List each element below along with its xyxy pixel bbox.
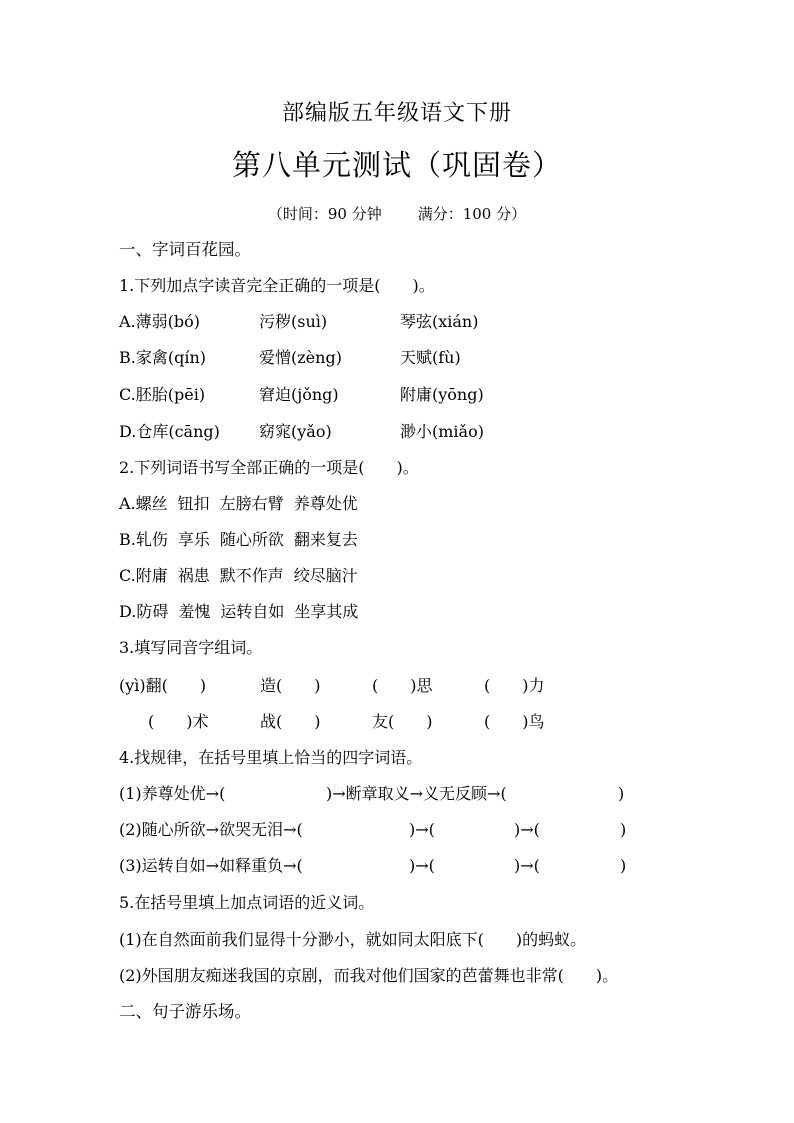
q2-b-word-4: 翻来复去: [293, 530, 358, 549]
q4-item-2-part-4: ): [620, 820, 627, 839]
q2-option-c: [119, 566, 358, 586]
exam-meta: [0, 203, 794, 224]
q4-item-3-part-1: (3)运转自如→如释重负→(: [119, 856, 303, 875]
q1-option-a-3: 琴弦(xián): [400, 312, 479, 331]
q3-row1-item-1: (yì)翻( ): [119, 676, 207, 695]
q4-item-2-part-2: )→(: [409, 820, 435, 839]
q1-option-c-2: 窘迫(jǒng): [259, 385, 339, 404]
q2-d-word-3: 运转自如: [220, 602, 285, 621]
q2-d-word-4: 坐享其成: [294, 602, 359, 621]
q1-stem: 1.下列加点字读音完全正确的一项是( )。: [119, 276, 435, 295]
q3-row1-item-4: ( )力: [484, 676, 545, 695]
q4-item-1-part-2: )→断章取义→义无反顾→(: [326, 784, 507, 803]
section-1-heading: 一、字词百花园。: [119, 240, 251, 259]
q4-item-3-part-2: )→(: [409, 856, 435, 875]
q3-stem: 3.填写同音字组词。: [119, 638, 263, 657]
exam-title: 第八单元测试（巩固卷）: [231, 148, 562, 182]
q2-a-word-4: 养尊处优: [293, 494, 358, 513]
q3-row2-item-2: 战( ): [260, 712, 321, 731]
q1-option-b-1: B.家禽(qín): [119, 348, 206, 367]
q5-stem: 5.在括号里填上加点词语的近义词。: [119, 893, 375, 912]
q1-option-d-3: 渺小(miǎo): [400, 422, 484, 441]
q2-stem: 2.下列词语书写全部正确的一项是( )。: [119, 458, 419, 477]
q2-c-word-4: 绞尽脑汁: [293, 566, 358, 585]
q4-item-2-part-3: )→(: [514, 820, 540, 839]
q2-a-word-1: A.螺丝: [119, 494, 168, 513]
q1-option-d-2: 窈窕(yǎo): [259, 422, 332, 441]
q2-option-b: [119, 530, 358, 550]
q1-option-c-1: C.胚胎(pēi): [119, 385, 206, 404]
exam-subtitle: 部编版五年级语文下册: [281, 101, 512, 126]
q4-item-1-part-1: (1)养尊处优→(: [119, 784, 226, 803]
q2-option-a: [119, 494, 358, 514]
section-2-heading: 二、句子游乐场。: [119, 1002, 251, 1021]
q2-d-word-2: 羞愧: [178, 602, 211, 621]
q2-d-word-1: D.防碍: [119, 602, 169, 621]
q3-row2-item-4: ( )鸟: [484, 712, 545, 731]
q5-item-1: (1)在自然面前我们显得十分渺小，就如同太阳底下( )的蚂蚁。: [119, 930, 587, 949]
q5-item-2: (2)外国朋友痴迷我国的京剧，而我对他们国家的芭蕾舞也非常( )。: [119, 966, 619, 985]
q3-row2-item-1: ( )术: [148, 712, 209, 731]
q3-row1-item-2: 造( ): [260, 676, 321, 695]
exam-score: 满分：100 分）: [417, 205, 527, 223]
q2-b-word-3: 随心所欲: [219, 530, 284, 549]
q2-c-word-1: C.附庸: [119, 566, 168, 585]
q2-a-word-2: 钮扣: [177, 494, 210, 513]
q2-option-d: [119, 602, 358, 622]
q3-row1-item-3: ( )思: [372, 676, 433, 695]
q1-option-c-3: 附庸(yōng): [400, 385, 484, 404]
q4-item-2-part-1: (2)随心所欲→欲哭无泪→(: [119, 820, 303, 839]
q1-option-a-1: A.薄弱(bó): [119, 312, 201, 331]
q3-row2-item-3: 友( ): [372, 712, 433, 731]
q1-option-b-2: 爱憎(zèng): [259, 348, 342, 367]
q2-a-word-3: 左膀右臂: [219, 494, 284, 513]
q2-b-word-1: B.轧伤: [119, 530, 168, 549]
q4-item-3-part-4: ): [620, 856, 627, 875]
q1-option-d-1: D.仓库(cāng): [119, 422, 220, 441]
q4-item-3-part-3: )→(: [514, 856, 540, 875]
q1-option-b-3: 天赋(fù): [400, 348, 461, 367]
q2-c-word-3: 默不作声: [219, 566, 284, 585]
q4-stem: 4.找规律，在括号里填上恰当的四字词语。: [119, 748, 423, 767]
q2-c-word-2: 祸患: [177, 566, 210, 585]
exam-time: （时间：90 分钟: [267, 205, 382, 223]
q2-b-word-2: 享乐: [177, 530, 210, 549]
q1-option-a-2: 污秽(suì): [259, 312, 328, 331]
q4-item-1-part-3: ): [618, 784, 625, 803]
